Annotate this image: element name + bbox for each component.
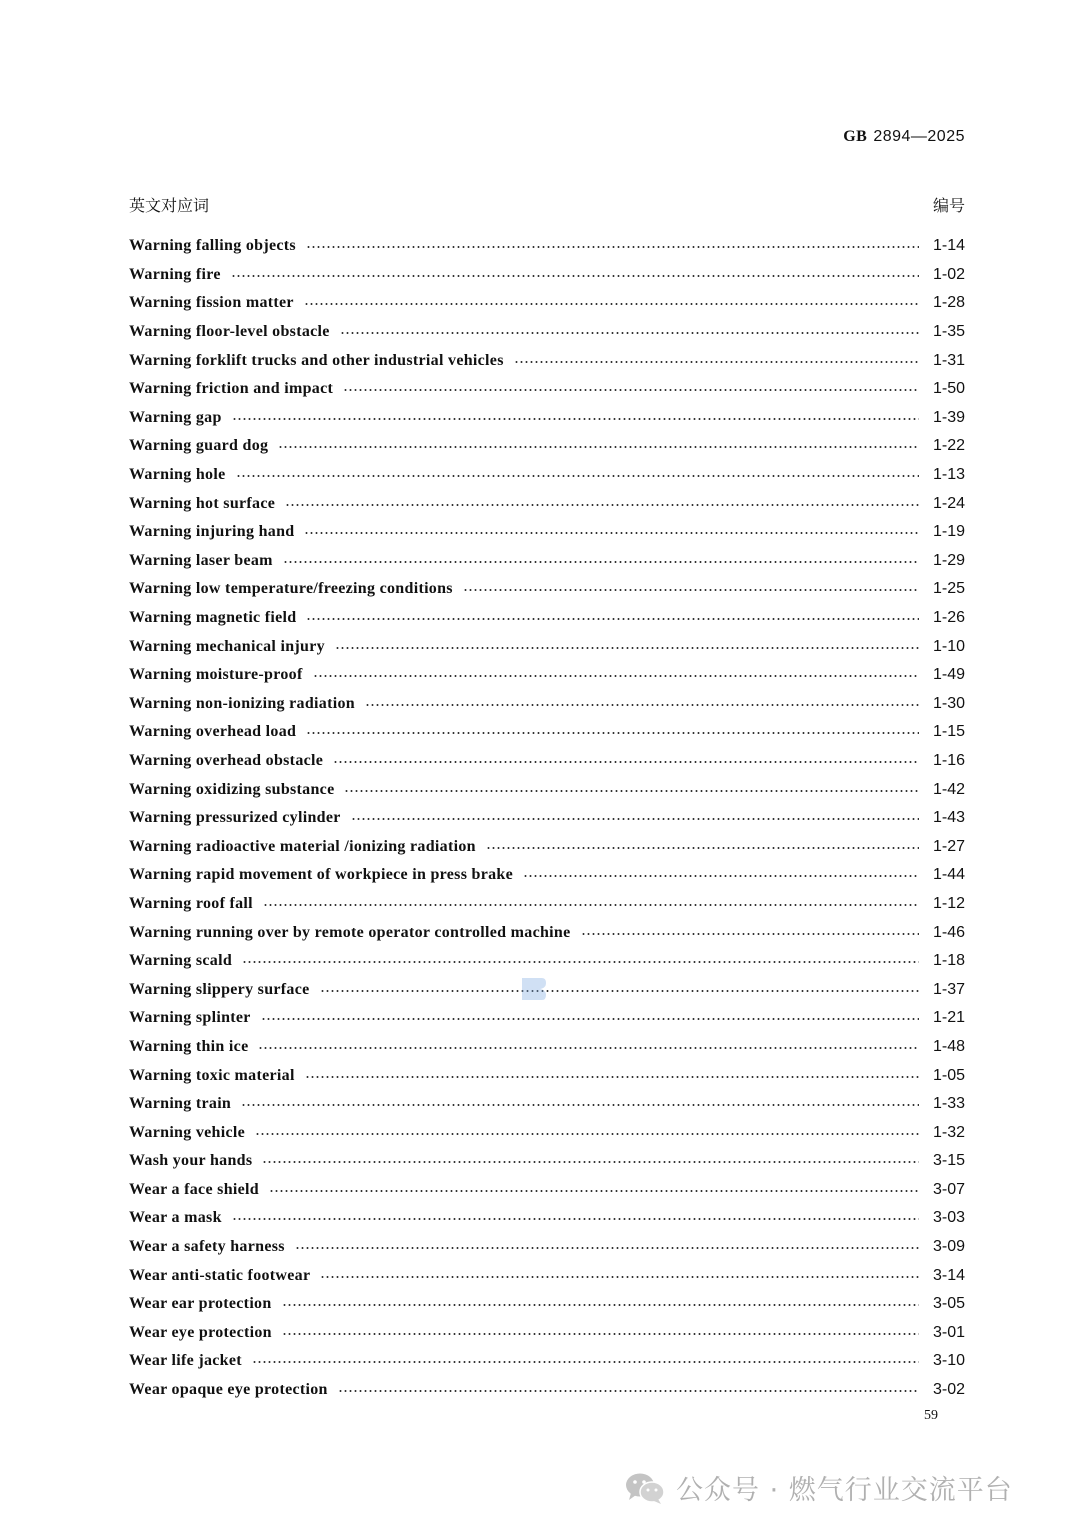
entry-code: 1-31: [932, 351, 965, 369]
index-entry-list: [129, 232, 965, 1404]
dot-leader: [340, 332, 919, 334]
entry-term: Warning non-ionizing radiation: [129, 694, 355, 712]
entry-code: 3-07: [932, 1180, 965, 1198]
index-entry: [129, 775, 965, 804]
entry-term: Warning thin ice: [129, 1037, 249, 1055]
dot-leader: [306, 618, 919, 620]
entry-term: Warning train: [129, 1095, 232, 1113]
entry-code: 1-21: [932, 1009, 965, 1027]
dot-leader: [313, 675, 919, 677]
dot-leader: [252, 1361, 919, 1363]
index-entry: [129, 918, 965, 947]
entry-term: Wear anti-static footwear: [129, 1266, 311, 1284]
entry-code: 1-43: [932, 809, 965, 827]
dot-leader: [304, 532, 919, 534]
dot-leader: [365, 704, 919, 706]
index-entry: [129, 547, 965, 576]
entry-term: Warning overhead obstacle: [129, 751, 324, 769]
entry-term: Warning magnetic field: [129, 609, 297, 627]
index-entry: [129, 832, 965, 861]
page-number: 59: [924, 1408, 938, 1423]
entry-term: Warning low temperature/freezing conditions: [129, 580, 453, 598]
dot-leader: [305, 1076, 919, 1078]
entry-code: 1-30: [932, 694, 965, 712]
dot-leader: [278, 446, 919, 448]
entry-code: 3-14: [932, 1266, 965, 1284]
dot-leader: [338, 1390, 919, 1392]
entry-code: 1-32: [932, 1123, 965, 1141]
index-entry: [129, 375, 965, 404]
entry-code: 1-18: [932, 952, 965, 970]
watermark-text: 公众号 · 燃气行业交流平台: [676, 1475, 1013, 1506]
index-entry: [129, 1319, 965, 1348]
dot-leader: [255, 1133, 919, 1135]
entry-term: Warning radioactive material /ionizing radiation: [129, 837, 476, 855]
entry-term: Wear ear protection: [129, 1295, 272, 1313]
column-headings: [129, 193, 965, 216]
entry-term: Warning falling objects: [129, 237, 296, 255]
entry-term: Warning rapid movement of workpiece in press brake: [129, 866, 514, 884]
dot-leader: [320, 1276, 919, 1278]
entry-code: 1-26: [932, 609, 965, 627]
index-entry: [129, 1290, 965, 1319]
index-entry: [129, 1004, 965, 1033]
entry-code: 3-10: [932, 1352, 965, 1370]
dot-leader: [343, 389, 919, 391]
wechat-icon: [624, 1471, 666, 1505]
index-entry: [129, 690, 965, 719]
entry-code: 1-46: [932, 923, 965, 941]
entry-code: 1-14: [932, 237, 965, 255]
entry-term: Warning moisture-proof: [129, 666, 303, 684]
entry-code: 1-28: [932, 294, 965, 312]
entry-term: Warning scald: [129, 952, 233, 970]
index-entry: [129, 1033, 965, 1062]
dot-leader: [320, 990, 919, 992]
dot-leader: [263, 904, 919, 906]
entry-code: 1-27: [932, 837, 965, 855]
entry-code: 1-48: [932, 1037, 965, 1055]
index-entry: [129, 575, 965, 604]
index-entry: [129, 804, 965, 833]
entry-code: 1-50: [932, 380, 965, 398]
entry-term: Warning splinter: [129, 1009, 251, 1027]
index-entry: [129, 489, 965, 518]
dot-leader: [514, 361, 919, 363]
entry-code: 1-29: [932, 551, 965, 569]
index-entry: [129, 747, 965, 776]
index-entry: [129, 1347, 965, 1376]
dot-leader: [344, 790, 919, 792]
entry-code: 1-35: [932, 323, 965, 341]
dot-leader: [285, 504, 919, 506]
index-entry: [129, 1233, 965, 1262]
entry-term: Warning guard dog: [129, 437, 269, 455]
entry-code: 1-10: [932, 637, 965, 655]
entry-term: Wear eye protection: [129, 1323, 272, 1341]
entry-code: 3-15: [932, 1152, 965, 1170]
entry-code: 1-05: [932, 1066, 965, 1084]
dot-leader: [232, 418, 919, 420]
dot-leader: [241, 1104, 919, 1106]
dot-leader: [523, 875, 919, 877]
index-entry: [129, 404, 965, 433]
entry-term: Warning toxic material: [129, 1066, 295, 1084]
dot-leader: [486, 847, 919, 849]
entry-code: 3-05: [932, 1295, 965, 1313]
entry-term: Warning hole: [129, 466, 226, 484]
dot-leader: [306, 246, 919, 248]
entry-term: Wear a face shield: [129, 1180, 259, 1198]
dot-leader: [242, 961, 919, 963]
dot-leader: [261, 1018, 919, 1020]
dot-leader: [282, 1333, 919, 1335]
entry-term: Wear life jacket: [129, 1352, 242, 1370]
dot-leader: [304, 303, 919, 305]
entry-term: Warning forklift trucks and other industrial vehicles: [129, 351, 504, 369]
dot-leader: [335, 647, 919, 649]
entry-term: Warning pressurized cylinder: [129, 809, 341, 827]
dot-leader: [463, 589, 919, 591]
index-entry: [129, 890, 965, 919]
index-entry: [129, 432, 965, 461]
index-entry: [129, 861, 965, 890]
entry-code: 3-03: [932, 1209, 965, 1227]
entry-term: Warning mechanical injury: [129, 637, 325, 655]
entry-term: Warning fission matter: [129, 294, 294, 312]
entry-term: Warning oxidizing substance: [129, 780, 335, 798]
entry-term: Warning vehicle: [129, 1123, 246, 1141]
index-entry: [129, 718, 965, 747]
entry-code: 1-16: [932, 751, 965, 769]
entry-term: Warning floor-level obstacle: [129, 323, 330, 341]
entry-code: 1-12: [932, 894, 965, 912]
dot-leader: [306, 732, 919, 734]
index-entry: [129, 1204, 965, 1233]
entry-code: 3-01: [932, 1323, 965, 1341]
entry-code: 1-44: [932, 866, 965, 884]
faint-logo-mark: [518, 976, 548, 1002]
dot-leader: [258, 1047, 919, 1049]
dot-leader: [282, 1304, 919, 1306]
entry-code: 3-09: [932, 1238, 965, 1256]
entry-term: Wear a safety harness: [129, 1238, 285, 1256]
index-entry: [129, 346, 965, 375]
term-column-heading: 英文对应词: [129, 196, 210, 215]
index-entry: [129, 1061, 965, 1090]
entry-code: 1-13: [932, 466, 965, 484]
index-entry: [129, 661, 965, 690]
entry-term: Warning gap: [129, 408, 222, 426]
index-entry: [129, 261, 965, 290]
standard-number: 2894—2025: [873, 128, 965, 145]
entry-code: 1-02: [932, 265, 965, 283]
index-entry: [129, 318, 965, 347]
entry-term: Warning roof fall: [129, 894, 253, 912]
entry-term: Warning hot surface: [129, 494, 276, 512]
standard-code: [843, 128, 965, 146]
dot-leader: [231, 275, 919, 277]
entry-code: 1-49: [932, 666, 965, 684]
dot-leader: [295, 1247, 919, 1249]
entry-term: Warning running over by remote operator controlled machine: [129, 923, 571, 941]
entry-code: 1-42: [932, 780, 965, 798]
entry-code: 1-39: [932, 408, 965, 426]
index-entry: [129, 1376, 965, 1405]
index-entry: [129, 1261, 965, 1290]
entry-code: 1-24: [932, 494, 965, 512]
entry-term: Warning fire: [129, 265, 221, 283]
dot-leader: [581, 933, 919, 935]
index-entry: [129, 461, 965, 490]
code-column-heading: 编号: [932, 196, 965, 215]
watermark: [624, 1468, 1013, 1507]
index-entry: [129, 1176, 965, 1205]
index-entry: [129, 604, 965, 633]
index-entry: [129, 1118, 965, 1147]
entry-term: Warning overhead load: [129, 723, 297, 741]
entry-code: 1-25: [932, 580, 965, 598]
entry-code: 3-02: [932, 1381, 965, 1399]
entry-code: 1-19: [932, 523, 965, 541]
dot-leader: [283, 561, 919, 563]
standard-prefix: GB: [843, 128, 868, 145]
entry-code: 1-37: [932, 980, 965, 998]
entry-term: Wash your hands: [129, 1152, 253, 1170]
dot-leader: [333, 761, 919, 763]
entry-term: Warning injuring hand: [129, 523, 295, 541]
entry-term: Wear a mask: [129, 1209, 222, 1227]
entry-code: 1-22: [932, 437, 965, 455]
dot-leader: [262, 1161, 919, 1163]
index-entry: [129, 1090, 965, 1119]
entry-code: 1-15: [932, 723, 965, 741]
entry-term: Warning friction and impact: [129, 380, 334, 398]
dot-leader: [236, 475, 919, 477]
index-entry: [129, 947, 965, 976]
dot-leader: [351, 818, 919, 820]
entry-term: Wear opaque eye protection: [129, 1381, 328, 1399]
index-entry: [129, 632, 965, 661]
dot-leader: [269, 1190, 919, 1192]
entry-term: Warning slippery surface: [129, 980, 310, 998]
index-entry: [129, 232, 965, 261]
index-entry: [129, 518, 965, 547]
entry-term: Warning laser beam: [129, 551, 273, 569]
index-entry: [129, 289, 965, 318]
index-entry: [129, 1147, 965, 1176]
entry-code: 1-33: [932, 1095, 965, 1113]
dot-leader: [232, 1218, 919, 1220]
